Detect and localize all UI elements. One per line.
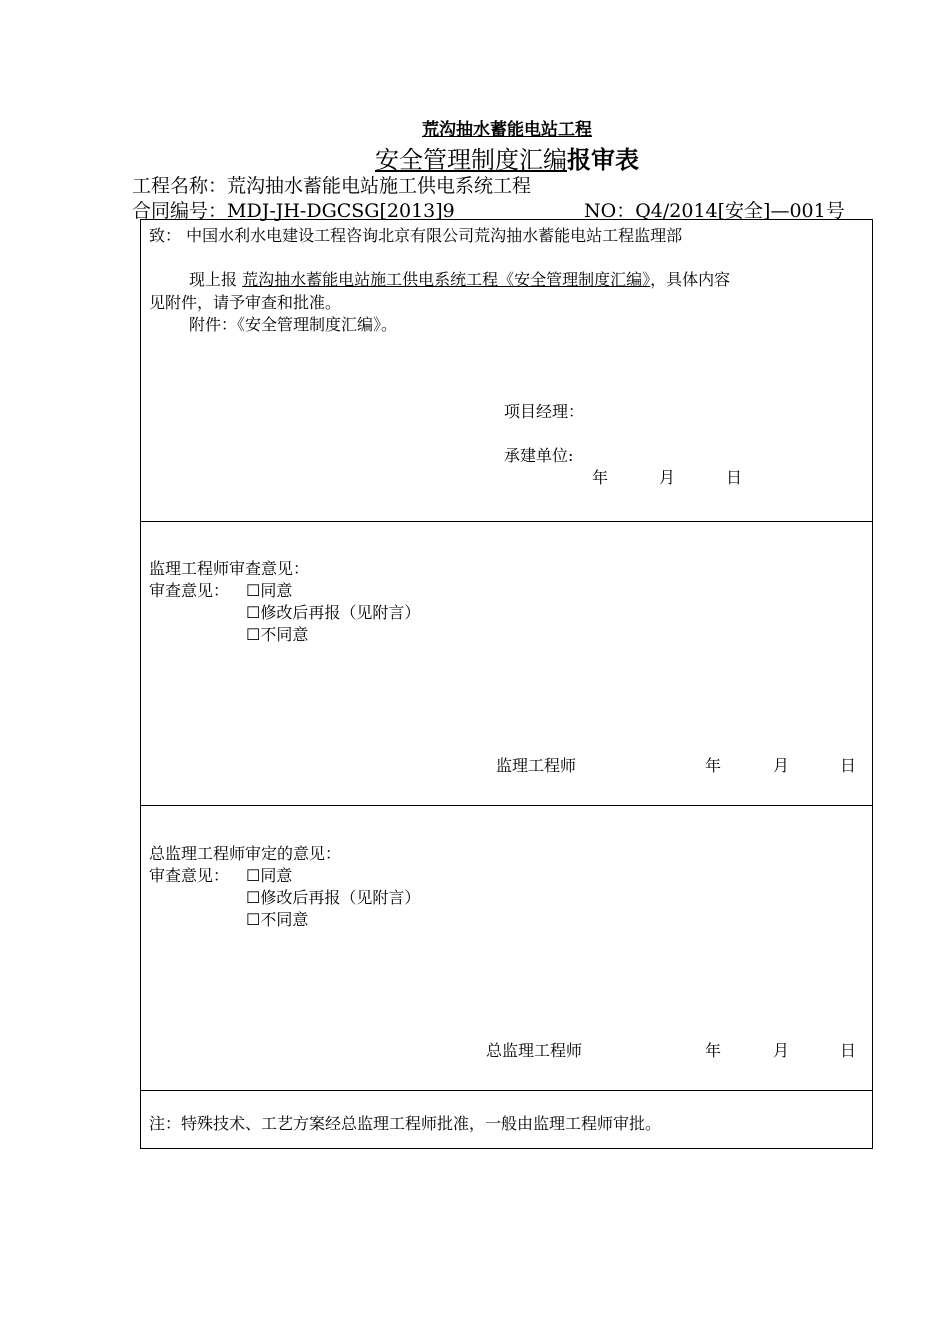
review-opinion-label: 审查意见： — [149, 581, 230, 600]
date-day: 日 — [840, 756, 857, 775]
submission-body-line2: 见附件，请予审查和批准。 — [149, 293, 342, 312]
date-month: 月 — [773, 756, 790, 775]
contractor-unit-label: 承建单位: — [504, 446, 574, 465]
option-disagree[interactable]: ☐不同意 — [246, 910, 309, 929]
project-label: 工程名称： — [132, 175, 228, 197]
document-title-main — [0, 140, 950, 175]
engineer-review-heading: 监理工程师审查意见： — [149, 559, 310, 578]
project-name-line — [132, 171, 531, 198]
review-form-table — [140, 219, 873, 1149]
chief-engineer-signature-label: 总监理工程师 — [486, 1041, 583, 1060]
title-main-bold: 报审表 — [567, 146, 639, 174]
date-year: 年 — [592, 468, 609, 487]
chief-engineer-review-section — [141, 806, 872, 1091]
engineer-signature-label: 监理工程师 — [496, 756, 577, 775]
submission-section — [141, 220, 872, 522]
submission-subject: 荒沟抽水蓄能电站施工供电系统工程《安全管理制度汇编》 — [242, 270, 651, 289]
option-agree[interactable]: ☐同意 — [246, 866, 293, 885]
date-year: 年 — [705, 1041, 722, 1060]
review-opinion-label: 审查意见： — [149, 866, 230, 885]
contract-label: 合同编号： — [132, 200, 228, 222]
document-title-top: 荒沟抽水蓄能电站工程 — [422, 120, 592, 140]
attachment-line: 附件：《安全管理制度汇编》。 — [189, 315, 398, 334]
contract-number: MDJ-JH-DGCSG[2013]9 — [227, 200, 455, 222]
note-text: 注：特殊技术、工艺方案经总监理工程师批准，一般由监理工程师审批。 — [149, 1114, 662, 1133]
date-year: 年 — [705, 756, 722, 775]
no-value: Q4/2014[安全]—001号 — [635, 200, 845, 222]
addressee: 致： 中国水利水电建设工程咨询北京有限公司荒沟抽水蓄能电站工程监理部 — [149, 226, 683, 245]
date-month: 月 — [773, 1041, 790, 1060]
project-manager-label: 项目经理： — [504, 402, 585, 421]
option-revise-resubmit[interactable]: ☐修改后再报（见附言） — [246, 888, 421, 907]
title-main-underlined: 安全管理制度汇编 — [375, 146, 567, 174]
chief-review-heading: 总监理工程师审定的意见： — [149, 844, 342, 863]
no-label: NO： — [584, 200, 636, 222]
submission-body: 现上报 荒沟抽水蓄能电站施工供电系统工程《安全管理制度汇编》，具体内容 — [189, 270, 731, 289]
option-disagree[interactable]: ☐不同意 — [246, 625, 309, 644]
date-day: 日 — [840, 1041, 857, 1060]
option-agree[interactable]: ☐同意 — [246, 581, 293, 600]
option-revise-resubmit[interactable]: ☐修改后再报（见附言） — [246, 603, 421, 622]
date-month: 月 — [659, 468, 676, 487]
note-section — [141, 1091, 872, 1150]
date-day: 日 — [726, 468, 743, 487]
project-name: 荒沟抽水蓄能电站施工供电系统工程 — [227, 175, 532, 197]
engineer-review-section — [141, 522, 872, 806]
